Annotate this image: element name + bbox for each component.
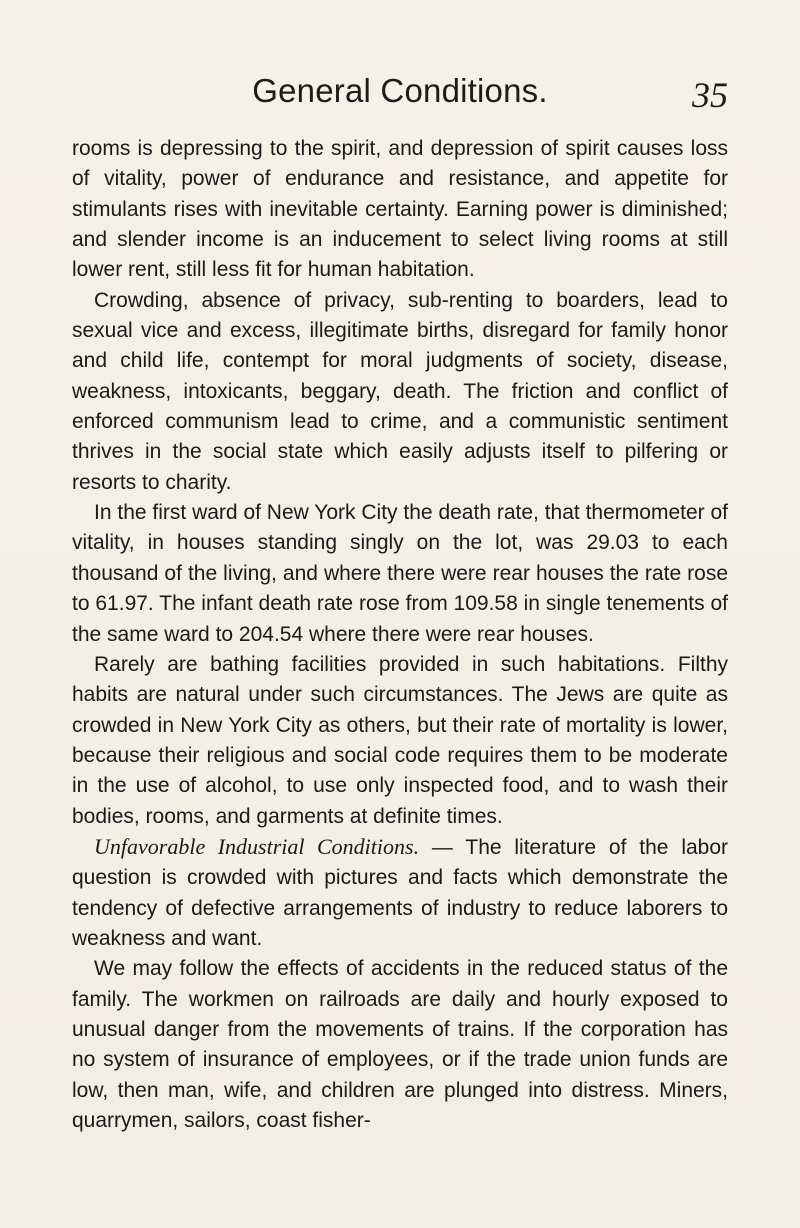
paragraph-industrial-conditions xyxy=(72,832,728,954)
page-header xyxy=(70,72,730,120)
paragraph-bathing: Rarely are bathing facilities provided in such habitations. Filthy habits are natural under such circumstances. The Jews are quite as crowded in New York City as others, but their rate of mortality is lower, because their religious and social code requires them to be moderate in the use of alcohol, to use only inspected food, and to wash their bodies, rooms, and garments at definite times. xyxy=(72,652,728,828)
paragraph-accidents: We may follow the effects of accidents in the reduced status of the family. The workmen on railroads are daily and hourly exposed to unusual danger from the movements of trains. If the corporation has no system of insurance of employees, or if the trade union funds are low, then man, wife, and children are plunged into distress. Miners, quarrymen, sailors, coast fisher- xyxy=(72,957,728,1132)
section-side-text: — The literature of the labor question is crowded with pictures and facts which demonstrate the tendency of defective arrangements of industry to reduce laborers to weakness and want. xyxy=(72,835,729,950)
paragraph-death-rate: In the first ward of New York City the death rate, that thermometer of vitality, in houses standing singly on the lot, was 29.03 to each thousand of the living, and where there were rear houses the rate rose to 61.97. The infant death rate rose from 109.58 in single tenements of the same ward to 204.54 where there were rear houses. xyxy=(72,501,728,646)
body-text xyxy=(72,134,728,1136)
paragraph-crowding: Crowding, absence of privacy, sub-renting to boarders, lead to sexual vice and excess, illegitimate births, disregard for family honor and child life, contempt for moral judgments of society, disease, weakness, intoxicants, beggary, death. The friction and conflict of enforced communism lead to crime, and a communistic sentiment thrives in the social state which easily adjusts itself to pilfering or resorts to charity. xyxy=(72,288,728,494)
paragraph-continued: rooms is depressing to the spirit, and depression of spirit causes loss of vitality, power of endurance and resistance, and appetite for stimulants rises with inevitable certainty. Earning power is diminished; and slender income is an inducement to select living rooms at still lower rent, still less fit for human habitation. xyxy=(72,137,728,282)
page-number: 35 xyxy=(692,75,728,115)
section-side-head: Unfavorable Industrial Conditions. xyxy=(94,833,420,859)
running-head: General Conditions. xyxy=(252,72,548,109)
